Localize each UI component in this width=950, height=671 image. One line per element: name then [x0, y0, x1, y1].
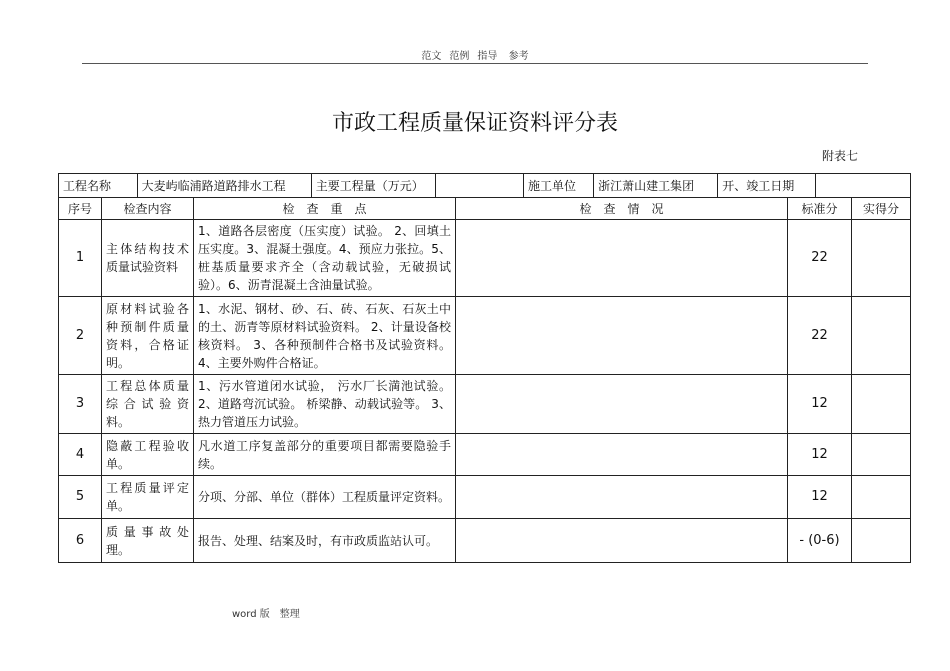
row-check-situation — [456, 297, 788, 375]
row-check-content: 隐蔽工程验收单。 — [102, 434, 194, 476]
document-title: 市政工程质量保证资料评分表 — [331, 111, 618, 136]
header-divider — [82, 63, 868, 64]
table-row — [59, 519, 911, 563]
row-check-situation — [456, 519, 788, 563]
header-note — [0, 47, 950, 62]
row-standard-score: 22 — [788, 220, 852, 297]
row-number: 1 — [59, 220, 102, 297]
row-check-points: 报告、处理、结案及时，有市政质监站认可。 — [194, 519, 456, 563]
row-check-situation — [456, 434, 788, 476]
col-header-content: 检查内容 — [102, 198, 194, 220]
row-standard-score: 12 — [788, 375, 852, 434]
quality-score-table — [58, 173, 911, 563]
info-row-inner — [59, 174, 910, 197]
row-actual-score — [852, 297, 911, 375]
row-standard-score: 22 — [788, 297, 852, 375]
row-check-points: 凡水道工序复盖部分的重要项目都需要隐验手续。 — [194, 434, 456, 476]
main-quantity-value — [435, 174, 523, 197]
row-number: 2 — [59, 297, 102, 375]
row-check-points: 分项、分部、单位（群体）工程质量评定资料。 — [194, 476, 456, 519]
column-header-row — [59, 198, 911, 220]
row-actual-score — [852, 476, 911, 519]
row-number: 6 — [59, 519, 102, 563]
table-row — [59, 375, 911, 434]
row-actual-score — [852, 434, 911, 476]
row-standard-score: 12 — [788, 476, 852, 519]
row-actual-score — [852, 519, 911, 563]
start-end-date-value — [816, 174, 910, 197]
row-check-points: 1、污水管道闭水试验， 污水厂长満池试验。2、道路弯沉试验。 桥梁静、动载试验等。 3、热力管道压力试验。 — [194, 375, 456, 434]
footer-note: word 版 整理 — [232, 609, 300, 620]
col-header-standard: 标准分 — [788, 198, 852, 220]
row-check-content: 原材料试验各种预制件质量资料，合格证明。 — [102, 297, 194, 375]
header-note-word: 参考 — [508, 51, 529, 62]
project-name-value: 大麦屿临浦路道路排水工程 — [137, 174, 311, 197]
row-check-points: 1、水泥、钢材、砂、石、砖、石灰、石灰土中的土、沥青等原材料试验资料。 2、计量设备校核资料。 3、各种预制件合格书及试验资料。 4、主要外购件合格证。 — [194, 297, 456, 375]
table-row — [59, 297, 911, 375]
construction-unit-value: 浙江萧山建工集团 — [594, 174, 718, 197]
appendix-label: 附表七 — [821, 149, 858, 163]
row-standard-score: 12 — [788, 434, 852, 476]
header-note-word: 范文 — [421, 51, 442, 62]
row-standard-score: - (0-6) — [788, 519, 852, 563]
table-row — [59, 220, 911, 297]
col-header-points: 检 查 重 点 — [194, 198, 456, 220]
info-row — [59, 174, 911, 198]
row-number: 3 — [59, 375, 102, 434]
col-header-no: 序号 — [59, 198, 102, 220]
header-note-word: 范例 — [449, 51, 470, 62]
row-check-situation — [456, 220, 788, 297]
project-name-label: 工程名称 — [59, 174, 137, 197]
row-check-points: 1、道路各层密度（压实度）试验。 2、回填土压实度。3、混凝土强度。4、预应力张拉。5、桩基质量要求齐全（含动载试验，无破损试验）。6、沥青混凝土含油量试验。 — [194, 220, 456, 297]
col-header-actual: 实得分 — [852, 198, 911, 220]
table-row — [59, 476, 911, 519]
main-quantity-label: 主要工程量（万元） — [311, 174, 435, 197]
row-check-situation — [456, 375, 788, 434]
row-check-content: 质量事故处理。 — [102, 519, 194, 563]
row-number: 5 — [59, 476, 102, 519]
row-check-content: 主体结构技术质量试验资料 — [102, 220, 194, 297]
row-check-situation — [456, 476, 788, 519]
header-note-word: 指导 — [477, 51, 498, 62]
construction-unit-label: 施工单位 — [524, 174, 594, 197]
col-header-situation: 检 查 情 况 — [456, 198, 788, 220]
start-end-date-label: 开、竣工日期 — [718, 174, 816, 197]
row-check-content: 工程总体质量综合试验资料。 — [102, 375, 194, 434]
row-actual-score — [852, 220, 911, 297]
table-row — [59, 434, 911, 476]
row-actual-score — [852, 375, 911, 434]
row-check-content: 工程质量评定单。 — [102, 476, 194, 519]
row-number: 4 — [59, 434, 102, 476]
